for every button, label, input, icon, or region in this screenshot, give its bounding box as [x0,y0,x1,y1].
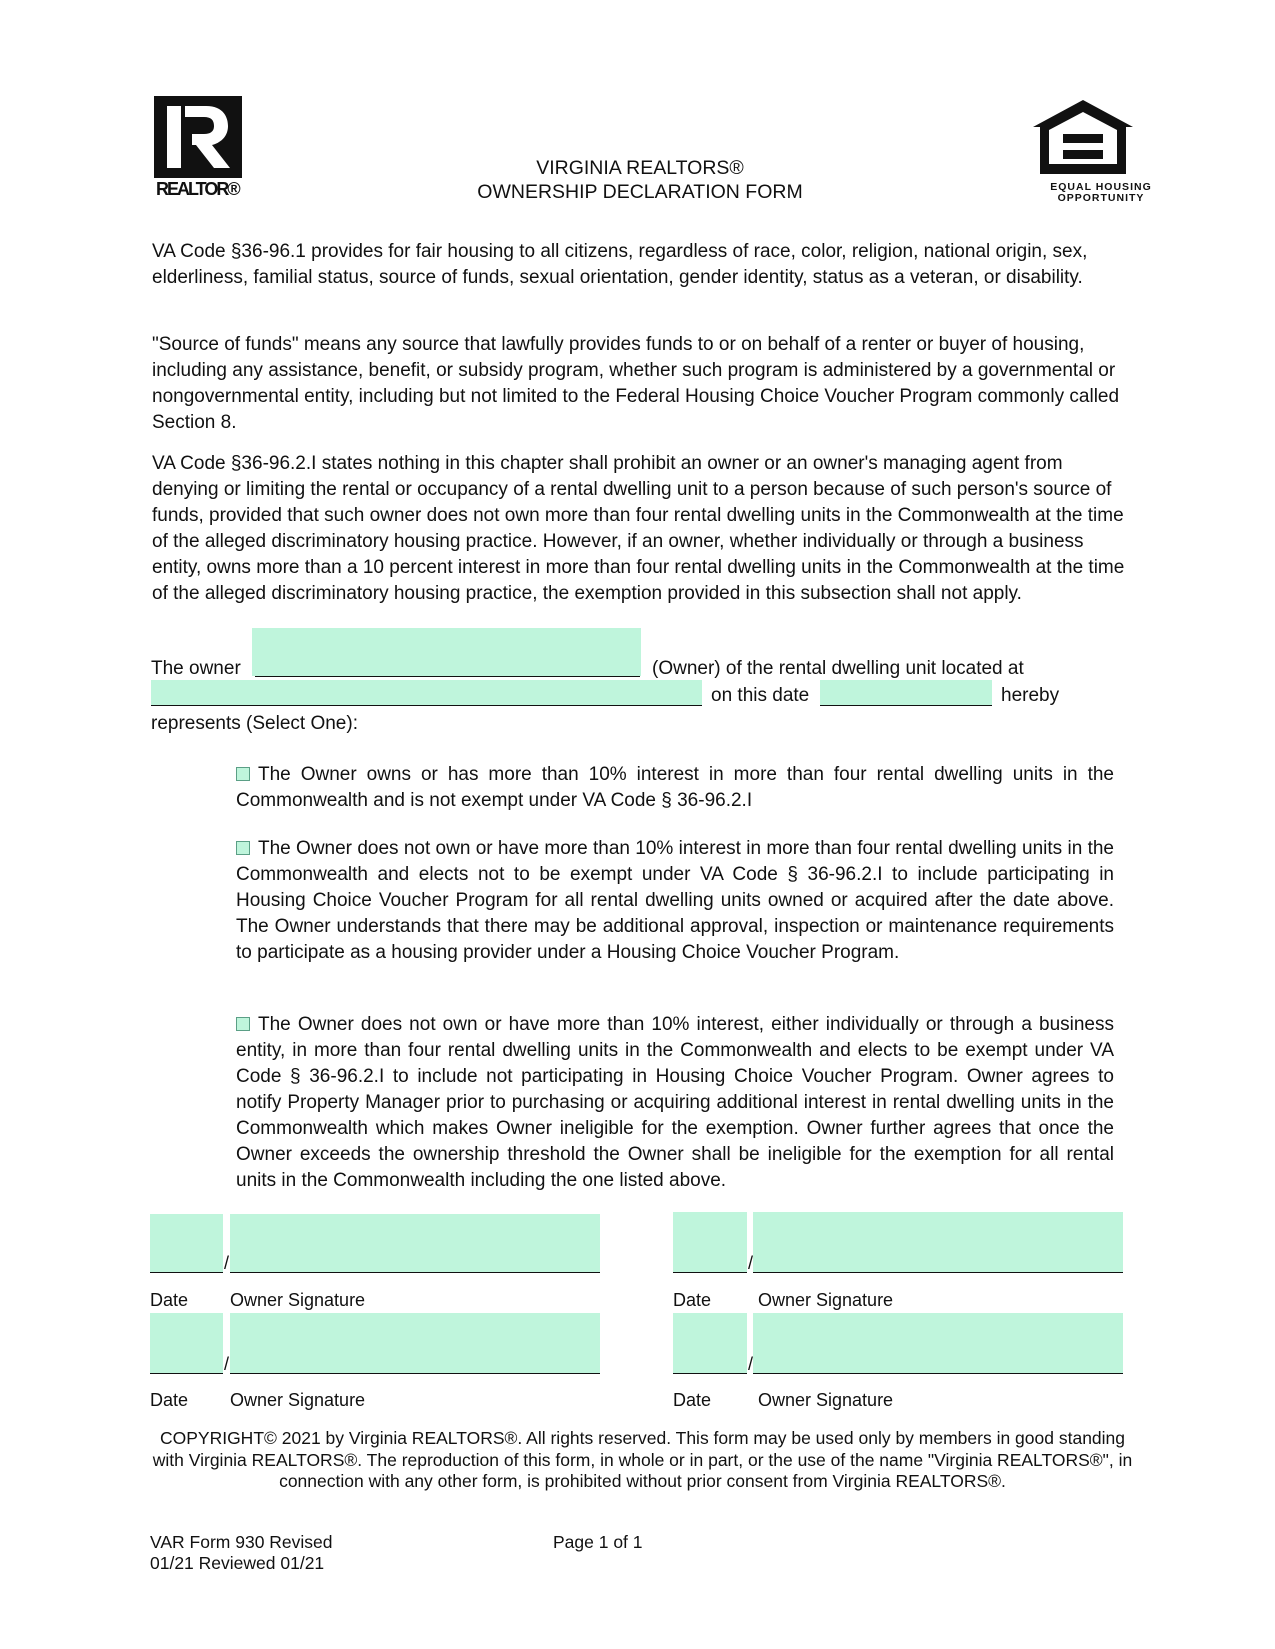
copyright-notice: COPYRIGHT© 2021 by Virginia REALTORS®. All rights reserved. This form may be used only by members in good standing with Virginia REALTORS®. The reproduction of this form, in whole or in part, or the use of the name "Virginia REALTORS®", in connection with any other form, is prohibited without prior consent from Virginia REALTORS®. [152,1428,1133,1491]
location-underline [151,705,702,706]
owner-signature-underline-1 [230,1272,600,1273]
page-number: Page 1 of 1 [553,1532,643,1552]
declaration-date-field[interactable] [820,680,992,705]
org-name: VIRGINIA REALTORS® [536,157,744,179]
option-3-text: The Owner does not own or have more than 10% interest, either individually or through a business entity, in more than four rental dwelling units in the Commonwealth and elects to be exempt under VA Code § 36-96.2.I to include not participating in Housing Choice Voucher Program. Owner agrees to notify Property Manager prior to purchasing or acquiring additional interest in rental dwelling units in the Commonwealth which makes Owner ineligible for the exemption. Owner further agrees that once the Owner exceeds the ownership threshold the Owner shall be ineligible for the exemption for all rental units in the Commonwealth including the one listed above. [236,1014,1114,1191]
owner-underline [255,676,640,677]
owner-name-field[interactable] [252,628,641,676]
option-2 [236,836,1114,966]
date-label-4: Date [673,1390,712,1410]
option-2-checkbox[interactable] [236,841,250,855]
owner-signature-label-3: Owner Signature [230,1390,366,1410]
owner-tag-label: (Owner) of the rental dwelling unit located at [652,658,1024,679]
separator-2: / [748,1253,754,1273]
paragraph-source-of-funds: "Source of funds" means any source that lawfully provides funds to or on behalf of a renter or buyer of housing, including any assistance, benefit, or subsidy program, whether such program is administered by a governmental or nongovernmental entity, including but not limited to the Federal Housing Choice Voucher Program commonly called Section 8. [152,334,1120,433]
option-1-text: The Owner owns or has more than 10% interest in more than four rental dwelling units in the Commonwealth and is not exempt under VA Code § 36-96.2.I [236,764,1114,811]
signature-date-underline-3 [150,1373,223,1374]
paragraph-exemption: VA Code §36-96.2.I states nothing in this chapter shall prohibit an owner or an owner's managing agent from denying or limiting the rental or occupancy of a rental dwelling unit to a person because of such person's source of funds, provided that such owner does not own more than four rental dwelling units in the Commonwealth at the time of the alleged discriminatory housing practice. However, if an owner, whether individually or through a business entity, owns more than a 10 percent interest in more than four rental dwelling units in the Commonwealth at the time of the alleged discriminatory housing practice, the exemption provided in this subsection shall not apply. [152,453,1125,604]
owner-signature-label-2: Owner Signature [758,1290,894,1310]
owner-signature-field-3[interactable] [230,1313,600,1373]
represents-label: represents (Select One): [151,713,358,734]
signature-date-underline-1 [150,1272,223,1273]
date-underline [820,705,992,706]
owner-signature-underline-2 [753,1272,1123,1273]
signature-date-field-1[interactable] [150,1214,223,1272]
signature-date-underline-2 [673,1272,747,1273]
date-label-1: Date [150,1290,189,1310]
form-id-line-1: VAR Form 930 Revised [150,1532,333,1552]
hereby-label: hereby [1001,685,1060,706]
owner-signature-underline-3 [230,1373,600,1374]
on-this-date-label: on this date [711,685,810,706]
paragraph-fair-housing: VA Code §36-96.1 provides for fair housing to all citizens, regardless of race, color, religion, national origin, sex, elderliness, familial status, source of funds, sexual orientation, gender identity, status as a veteran, or disability. [152,241,1088,288]
realtor-r-icon [154,96,242,178]
signature-date-underline-4 [673,1373,747,1374]
date-label-3: Date [150,1390,189,1410]
option-2-text: The Owner does not own or have more than 10% interest in more than four rental dwelling units in the Commonwealth and elects not to be exempt under VA Code § 36-96.2.I to include participating in Housing Choice Voucher Program for all rental dwelling units owned or acquired after the date above. The Owner understands that there may be additional approval, inspection or maintenance requirements to participate as a housing provider under a Housing Choice Voucher Program. [236,838,1114,963]
signature-date-field-2[interactable] [673,1212,747,1272]
owner-signature-field-1[interactable] [230,1214,600,1272]
owner-signature-label-4: Owner Signature [758,1390,894,1410]
realtor-logo-text: REALTOR® [156,179,239,199]
page-title: OWNERSHIP DECLARATION FORM [477,181,803,203]
form-id-line-2: 01/21 Reviewed 01/21 [150,1553,325,1573]
separator-4: / [748,1354,754,1374]
option-3-checkbox[interactable] [236,1017,250,1031]
owner-signature-underline-4 [753,1373,1123,1374]
owner-signature-field-2[interactable] [753,1212,1123,1272]
option-1-checkbox[interactable] [236,767,250,781]
signature-date-field-4[interactable] [673,1313,747,1373]
owner-signature-label-1: Owner Signature [230,1290,366,1310]
the-owner-label: The owner [151,658,241,679]
separator-3: / [224,1354,230,1374]
property-location-field[interactable] [151,680,702,705]
date-label-2: Date [673,1290,712,1310]
option-3 [236,1012,1114,1194]
option-1 [236,762,1114,814]
equal-housing-icon [1033,100,1133,174]
separator-1: / [224,1253,230,1273]
signature-date-field-3[interactable] [150,1313,223,1373]
eho-line-2: OPPORTUNITY [1057,192,1145,204]
eho-line-1: EQUAL HOUSING [1050,181,1152,193]
owner-signature-field-4[interactable] [753,1313,1123,1373]
